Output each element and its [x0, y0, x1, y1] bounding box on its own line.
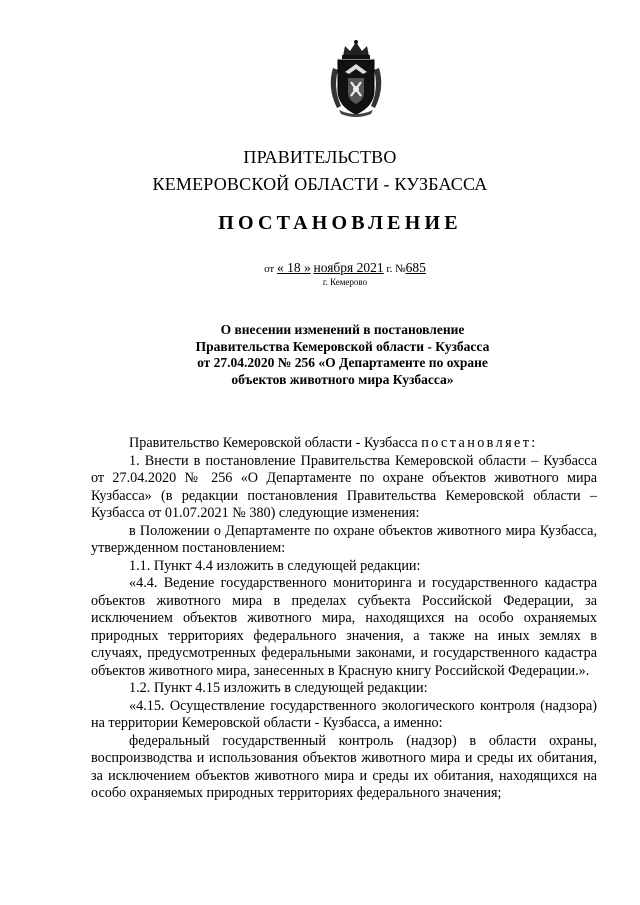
government-name-line2: КЕМЕРОВСКОЙ ОБЛАСТИ - КУЗБАССА: [152, 174, 488, 194]
date-month-year: ноября 2021: [313, 260, 384, 275]
title-line: О внесении изменений в постановление: [220, 322, 465, 337]
date-prefix: от: [264, 263, 275, 275]
document-number: 685: [405, 260, 426, 275]
date-day: « 18 »: [277, 260, 311, 275]
date-year-suffix: г.: [386, 263, 393, 275]
document-type-heading: ПОСТАНОВЛЕНИЕ: [218, 212, 462, 234]
body-paragraph: 1.2. Пункт 4.15 изложить в следующей редакции:: [129, 680, 428, 696]
body-paragraph: «4.4. Ведение государственного мониторинга и государственного кадастра объектов животного мира в пределах субъекта Российской Федерации, за исключением объектов животного мира, находящихся на особо охраняемых природных территориях федерального значения, а также на иных землях в случаях, предусмотренных федеральными законами, и государственного кадастра объектов животного мира, занесенных в Красную книгу Российской Федерации.».: [91, 575, 597, 679]
body-paragraph: федеральный государственный контроль (надзор) в области охраны, воспроизводства и использования объектов животного мира и среды их обитания, за исключением объектов животного мира и среды их обитания, находящихся на особо охраняемых природных территориях федерального значения;: [91, 732, 597, 801]
document-title: [170, 322, 515, 388]
body-paragraph: 1.1. Пункт 4.4 изложить в следующей редакции:: [129, 557, 421, 574]
intro-paragraph: [91, 435, 597, 453]
number-prefix: №: [395, 263, 406, 275]
intro-lead: Правительство Кемеровской области - Кузбасса: [129, 435, 418, 451]
document-body: [91, 435, 597, 803]
body-paragraph: 1. Внести в постановление Правительства Кемеровской области – Кузбасса от 27.04.2020 № 256 «О Департаменте по охране объектов животного мира Кузбасса» (в редакции постановления Правительства Кемеровской области – Кузбасса от 01.07.2021 № 380) следующие изменения:: [91, 452, 597, 521]
title-line: объектов животного мира Кузбасса»: [231, 371, 454, 387]
body-paragraph: «4.15. Осуществление государственного экологического контроля (надзора) на территории Кемеровской области - Кузбасса, а именно:: [91, 697, 597, 731]
title-line: Правительства Кемеровской области - Кузбасса: [195, 338, 490, 354]
title-line: от 27.04.2020 № 256 «О Департаменте по охране: [197, 355, 488, 370]
kuzbass-coat-of-arms-icon: [325, 38, 387, 118]
intro-resolves: постановляет:: [421, 435, 538, 451]
document-city: г. Кемерово: [322, 277, 368, 287]
government-name-line1: ПРАВИТЕЛЬСТВО: [243, 147, 397, 167]
document-date-line: [0, 260, 640, 276]
body-paragraph: в Положении о Департаменте по охране объектов животного мира Кузбасса, утвержденном постановлением:: [91, 522, 597, 556]
